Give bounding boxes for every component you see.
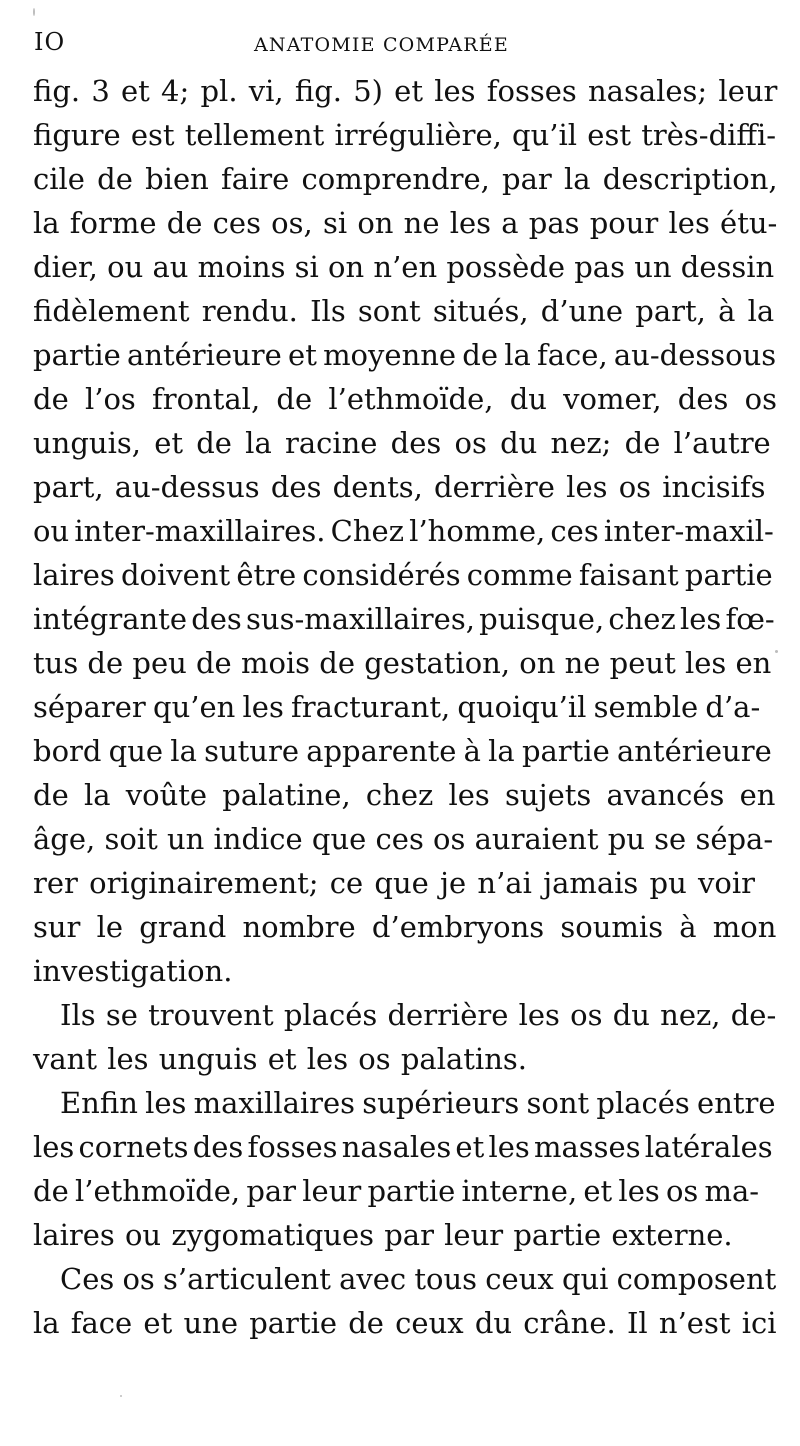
text-line: Enfin les maxillaires supérieurs sont placés entre: [60, 1086, 776, 1120]
text-line: la forme de ces os, si on ne les a pas pour les étu-: [33, 206, 778, 240]
text-line: unguis, et de la racine des os du nez; de l’autre: [33, 426, 771, 460]
text-line: investigation.: [33, 954, 233, 988]
text-line: ou inter-maxillaires. Chez l’homme, ces inter-maxil-: [33, 514, 774, 548]
ink-speck: [33, 8, 35, 16]
text-line: fidèlement rendu. Ils sont situés, d’une part, à la: [33, 294, 775, 328]
text-line: partie antérieure et moyenne de la face, au-dessous: [33, 338, 777, 372]
text-line: de l’os frontal, de l’ethmoïde, du vomer, des os: [33, 382, 777, 416]
page-header: [34, 28, 764, 58]
text-line: rer originairement; ce que je n’ai jamais pu voir: [33, 866, 755, 900]
ink-speck: [775, 650, 778, 653]
text-line: bord que la suture apparente à la partie antérieure: [33, 734, 772, 768]
text-line: tus de peu de mois de gestation, on ne peut les en: [33, 646, 772, 680]
text-line: Ils se trouvent placés derrière les os du nez, de-: [60, 998, 777, 1032]
text-line: Ces os s’articulent avec tous ceux qui composent: [60, 1262, 777, 1296]
text-line: figure est tellement irrégulière, qu’il est très-diffi-: [33, 118, 777, 152]
text-line: laires ou zygomatiques par leur partie externe.: [33, 1218, 733, 1252]
text-line: de l’ethmoïde, par leur partie interne, et les os ma-: [33, 1174, 760, 1208]
text-line: dier, ou au moins si on n’en possède pas un dessin: [33, 250, 775, 284]
text-line: de la voûte palatine, chez les sujets avancés en: [33, 778, 776, 812]
text-line: part, au-dessus des dents, derrière les os incisifs: [33, 470, 766, 504]
text-line: fig. 3 et 4; pl. vi, fig. 5) et les fosses nasales; leur: [33, 74, 778, 108]
text-line: la face et une partie de ceux du crâne. Il n’est ici: [33, 1306, 777, 1340]
text-line: âge, soit un indice que ces os auraient pu se sépa-: [33, 822, 774, 856]
running-title: ANATOMIE COMPARÉE: [254, 34, 509, 56]
text-line: cile de bien faire comprendre, par la description,: [33, 162, 778, 196]
text-line: séparer qu’en les fracturant, quoiqu’il semble d’a-: [33, 690, 761, 724]
text-line: vant les unguis et les os palatins.: [33, 1042, 527, 1076]
ink-speck: [120, 1395, 122, 1397]
text-line: sur le grand nombre d’embryons soumis à mon: [33, 910, 777, 944]
page-number: IO: [34, 28, 66, 56]
text-line: les cornets des fosses nasales et les masses latérales: [33, 1130, 773, 1164]
text-line: laires doivent être considérés comme faisant partie: [33, 558, 773, 592]
text-line: intégrante des sus-maxillaires, puisque, chez les fœ-: [33, 602, 775, 636]
